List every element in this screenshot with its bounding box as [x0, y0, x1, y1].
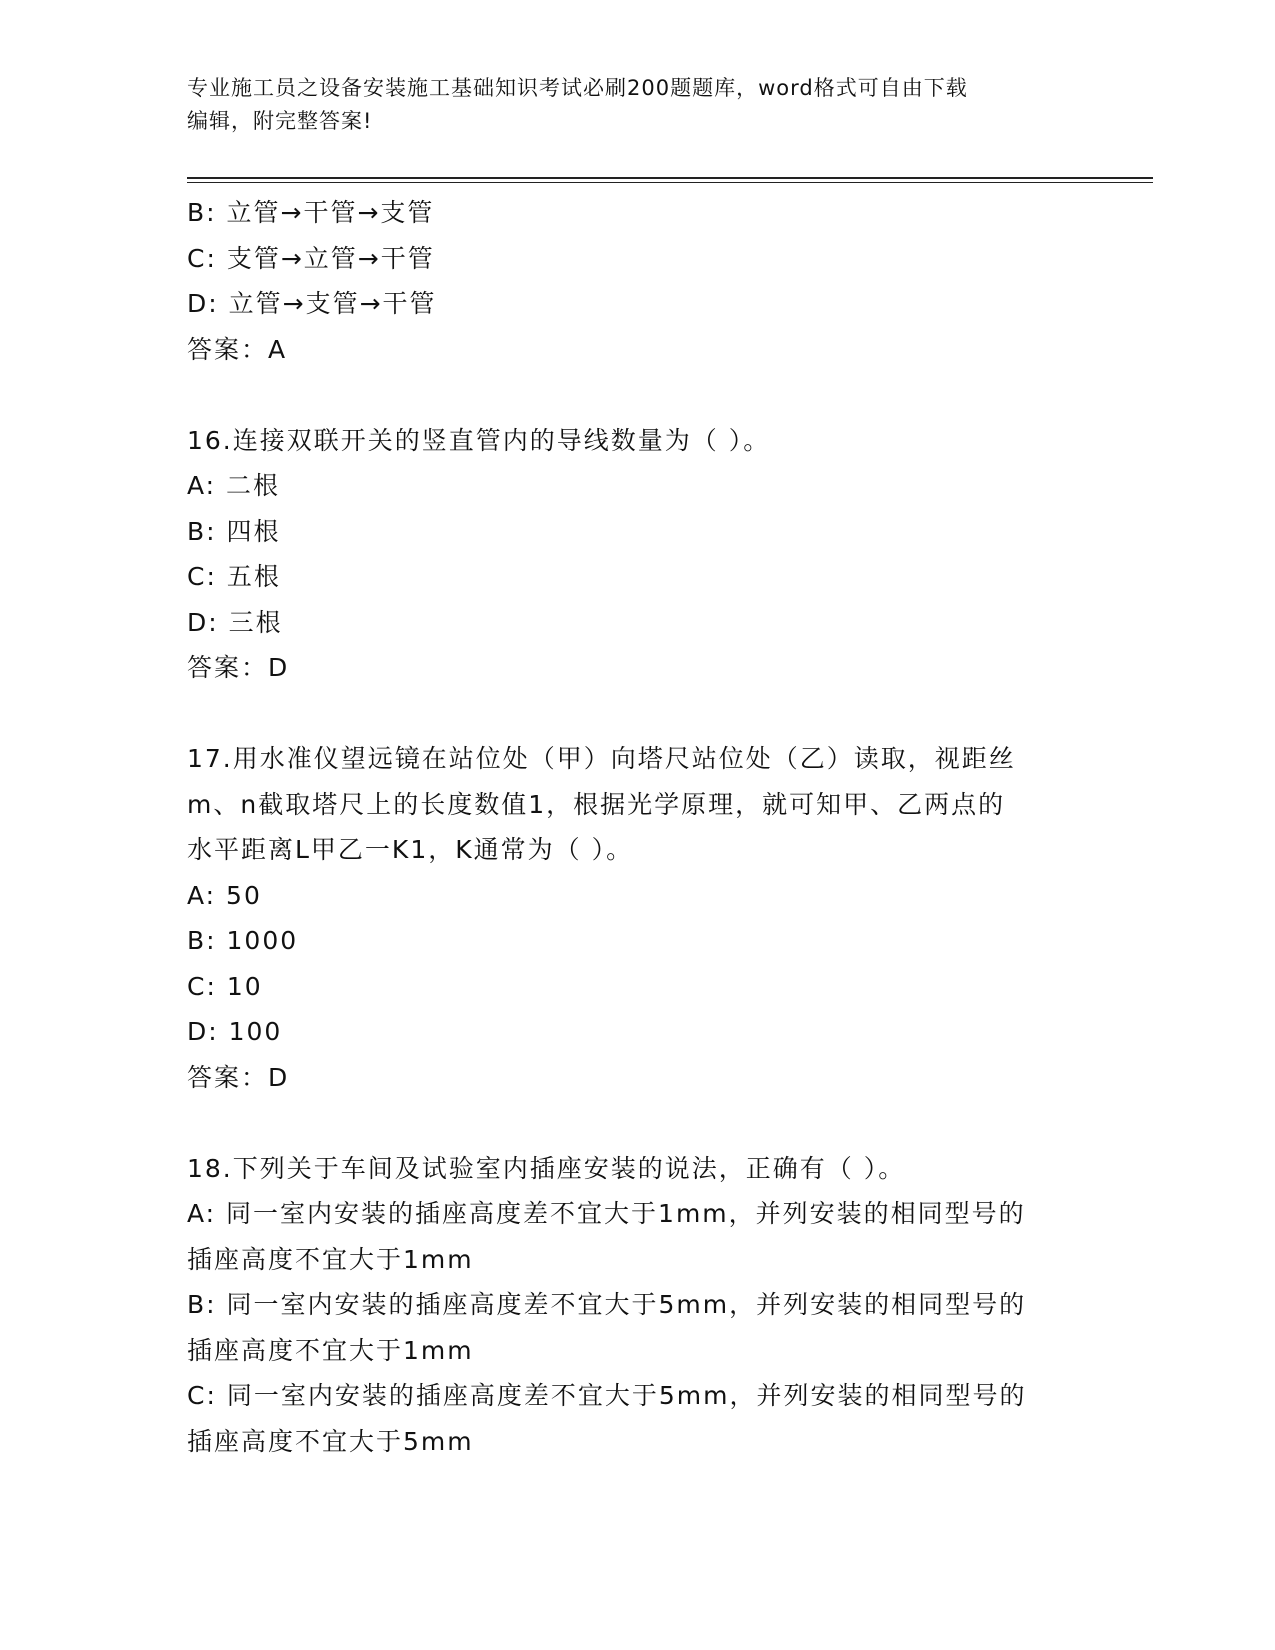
spacer — [187, 372, 1087, 418]
option-c-line-2: 插座高度不宜大于5mm — [187, 1426, 474, 1456]
option-b-line-1: B: 同一室内安装的插座高度差不宜大于5mm，并列安装的相同型号的 — [187, 1290, 1027, 1319]
option-d: D: 立管→支管→干管 — [187, 289, 437, 318]
option-d: D: 三根 — [187, 607, 283, 637]
option-a-line-1: A: 同一室内安装的插座高度差不宜大于1mm，并列安装的相同型号的 — [187, 1199, 1026, 1228]
document-body — [187, 190, 1087, 1464]
option-c-line-1: C: 同一室内安装的插座高度差不宜大于5mm，并列安装的相同型号的 — [187, 1381, 1027, 1410]
question-text-line-1: 17.用水准仪望远镜在站位处（甲）向塔尺站位处（乙）读取，视距丝 — [187, 744, 1016, 773]
header-divider-thick — [187, 177, 1153, 179]
question-text: 16.连接双联开关的竖直管内的导线数量为（ ）。 — [187, 425, 771, 455]
option-a: A: 50 — [187, 880, 262, 910]
question-18 — [187, 1146, 1087, 1465]
option-b: B: 立管→干管→支管 — [187, 198, 435, 227]
question-text: 18.下列关于车间及试验室内插座安装的说法，正确有（ ）。 — [187, 1153, 906, 1183]
header-title-line-1: 专业施工员之设备安装施工基础知识考试必刷200题题库，word格式可自由下载 — [187, 76, 968, 100]
answer-line: 答案：D — [187, 653, 290, 682]
option-b-line-2: 插座高度不宜大于1mm — [187, 1335, 474, 1365]
option-b: B: 四根 — [187, 516, 281, 546]
spacer — [187, 1100, 1087, 1146]
question-text-line-2: m、n截取塔尺上的长度数值1，根据光学原理，就可知甲、乙两点的 — [187, 789, 1006, 819]
header-title-line-2: 编辑，附完整答案! — [187, 109, 373, 133]
previous-question-tail — [187, 190, 1087, 372]
option-d: D: 100 — [187, 1017, 283, 1046]
page-header — [187, 72, 1067, 138]
header-divider-thin — [187, 182, 1153, 183]
option-a: A: 二根 — [187, 471, 281, 500]
question-text-line-3: 水平距离L甲乙一K1，K通常为（ ）。 — [187, 835, 634, 864]
option-b: B: 1000 — [187, 926, 299, 955]
answer-line: 答案：D — [187, 1062, 290, 1092]
answer-line: 答案：A — [187, 334, 288, 364]
option-c: C: 五根 — [187, 562, 281, 591]
option-a-line-2: 插座高度不宜大于1mm — [187, 1244, 474, 1274]
question-17 — [187, 736, 1087, 1100]
option-c: C: 支管→立管→干管 — [187, 243, 435, 273]
question-16 — [187, 418, 1087, 691]
option-c: C: 10 — [187, 971, 263, 1001]
spacer — [187, 691, 1087, 737]
